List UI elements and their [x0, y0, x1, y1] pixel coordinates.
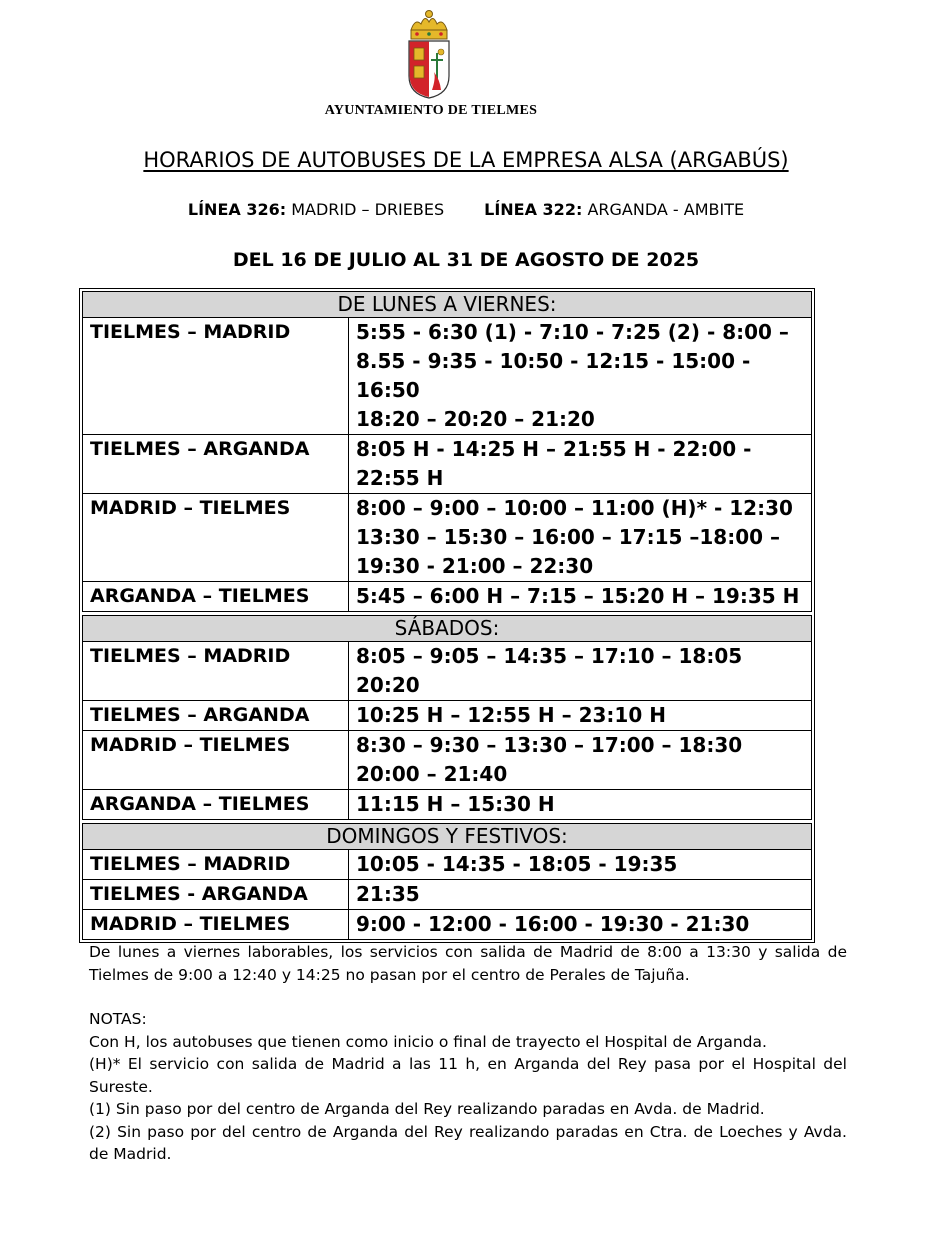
route-times: 5:45 – 6:00 H – 7:15 – 15:20 H – 19:35 H: [349, 582, 812, 612]
note-item: (2) Sin paso por del centro de Arganda del Rey realizando paradas en Ctra. de Loeches y Avda. de Madrid.: [89, 1122, 847, 1163]
section-heading-weekdays: DE LUNES A VIERNES:: [83, 292, 812, 318]
schedule-table: [79, 288, 815, 943]
section-heading-sundays: DOMINGOS Y FESTIVOS:: [83, 824, 812, 850]
route-name: TIELMES – MADRID: [83, 850, 349, 880]
route-name: TIELMES – MADRID: [83, 642, 349, 701]
table-row: [83, 880, 812, 910]
notes-title: NOTAS:: [89, 1010, 147, 1028]
route-times: 10:25 H – 12:55 H – 23:10 H: [349, 701, 812, 731]
route-times: 9:00 - 12:00 - 16:00 - 19:30 - 21:30: [349, 910, 812, 940]
table-row: [83, 701, 812, 731]
route-name: MADRID – TIELMES: [83, 494, 349, 582]
coat-of-arms-icon: [403, 8, 455, 100]
table-row: [83, 582, 812, 612]
route-times: 8:30 – 9:30 – 13:30 – 17:00 – 18:30 20:00 – 21:40: [349, 731, 812, 790]
route-name: TIELMES – ARGANDA: [83, 701, 349, 731]
table-row: [83, 910, 812, 940]
route-times: 21:35: [349, 880, 812, 910]
route-times: 8:05 – 9:05 – 14:35 – 17:10 – 18:05 20:20: [349, 642, 812, 701]
route-name: TIELMES – MADRID: [83, 318, 349, 435]
route-times: 10:05 - 14:35 - 18:05 - 19:35: [349, 850, 812, 880]
route-times: 8:05 H - 14:25 H – 21:55 H - 22:00 - 22:55 H: [349, 435, 812, 494]
route-times: 8:00 – 9:00 – 10:00 – 11:00 (H)* - 12:30 13:30 – 15:30 – 16:00 – 17:15 –18:00 – 19:30 - 21:00 – 22:30: [349, 494, 812, 582]
route-name: MADRID – TIELMES: [83, 731, 349, 790]
bus-lines: [0, 200, 932, 219]
line2-label: LÍNEA 322:: [484, 200, 583, 219]
notes-section: [89, 1008, 847, 1166]
table-row: [83, 642, 812, 701]
line1-route: MADRID – DRIEBES: [291, 200, 445, 219]
route-name: MADRID – TIELMES: [83, 910, 349, 940]
route-name: ARGANDA – TIELMES: [83, 790, 349, 820]
organization-name: AYUNTAMIENTO DE TIELMES: [324, 103, 538, 118]
route-name: ARGANDA – TIELMES: [83, 582, 349, 612]
page-title: HORARIOS DE AUTOBUSES DE LA EMPRESA ALSA (ARGABÚS): [143, 148, 789, 172]
line1-label: LÍNEA 326:: [187, 200, 287, 219]
table-row: [83, 731, 812, 790]
line2-route: ARGANDA - AMBITE: [587, 200, 745, 219]
table-row: [83, 850, 812, 880]
table-row: [83, 790, 812, 820]
route-times: 5:55 - 6:30 (1) - 7:10 - 7:25 (2) - 8:00 – 8.55 - 9:35 - 10:50 - 12:15 - 15:00 - 16:50 18:20 – 20:20 – 21:20: [349, 318, 812, 435]
route-name: TIELMES – ARGANDA: [83, 435, 349, 494]
validity-period: DEL 16 DE JULIO AL 31 DE AGOSTO DE 2025: [232, 249, 700, 271]
table-row: [83, 494, 812, 582]
route-name: TIELMES - ARGANDA: [83, 880, 349, 910]
note-item: (H)* El servicio con salida de Madrid a las 11 h, en Arganda del Rey pasa por el Hospital del Sureste.: [89, 1055, 847, 1096]
table-row: [83, 318, 812, 435]
table-row: [83, 435, 812, 494]
section-heading-saturdays: SÁBADOS:: [83, 616, 812, 642]
route-times: 11:15 H – 15:30 H: [349, 790, 812, 820]
info-paragraph: De lunes a viernes laborables, los servicios con salida de Madrid de 8:00 a 13:30 y salida de Tielmes de 9:00 a 12:40 y 14:25 no pasan por el centro de Perales de Tajuña.: [89, 943, 847, 984]
note-item: Con H, los autobuses que tienen como inicio o final de trayecto el Hospital de Arganda.: [89, 1032, 767, 1051]
note-item: (1) Sin paso por del centro de Arganda del Rey realizando paradas en Avda. de Madrid.: [89, 1100, 765, 1118]
